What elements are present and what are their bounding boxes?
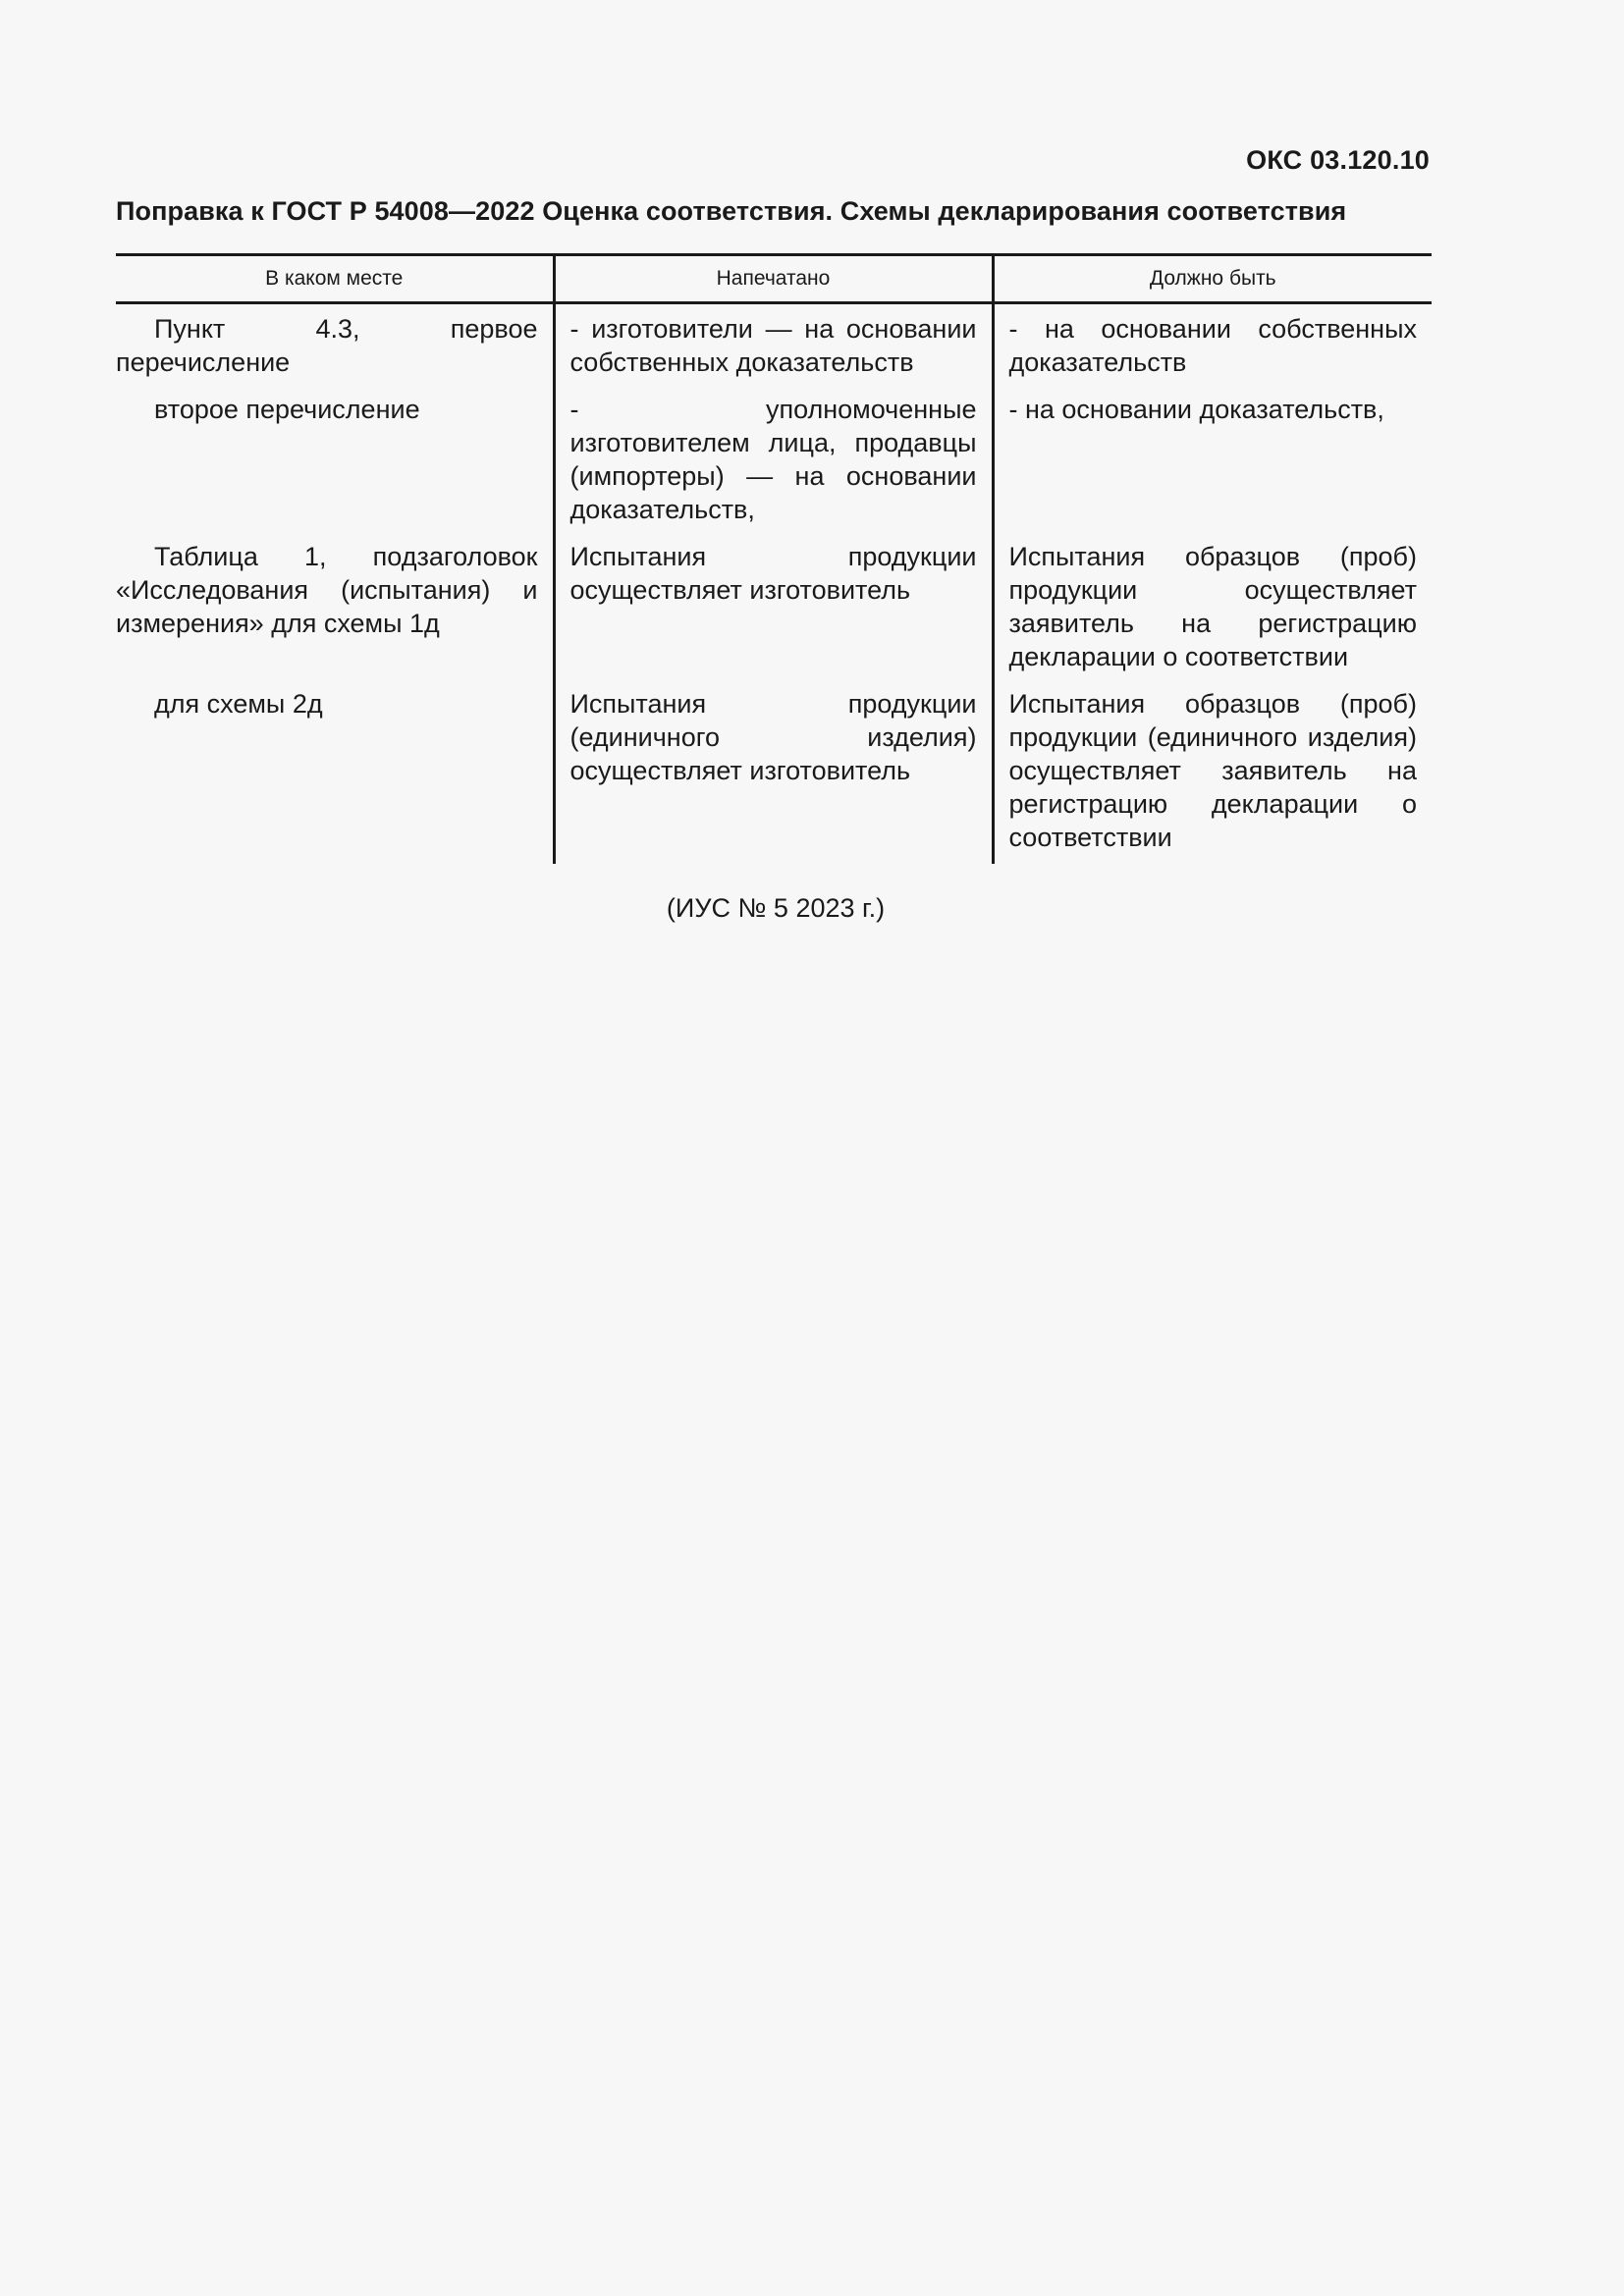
- cell-should-be: Испытания образцов (проб) продукции (единичного изделия) осуществляет заявитель на регистрацию декларации о соответствии: [993, 687, 1432, 864]
- amendment-table: [116, 253, 1432, 864]
- cell-place: [116, 303, 554, 394]
- ius-reference: (ИУС № 5 2023 г.): [666, 893, 886, 923]
- cell-place-text: Таблица 1, подзаголовок «Исследования (испытания) и измерения» для схемы 1д: [116, 542, 538, 638]
- column-header-place: В каком месте: [116, 255, 554, 303]
- table-row: [116, 393, 1432, 540]
- cell-place: [116, 540, 554, 687]
- cell-place-text: для схемы 2д: [154, 689, 323, 719]
- cell-should-be: Испытания образцов (проб) продукции осуществляет заявитель на регистрацию декларации о соответствии: [993, 540, 1432, 687]
- cell-place-text: Пункт 4.3, первое перечисление: [116, 314, 538, 377]
- cell-place: [116, 687, 554, 864]
- cell-printed: - изготовители — на основании собственных доказательств: [554, 303, 993, 394]
- cell-should-be: - на основании доказательств,: [993, 393, 1432, 540]
- cell-printed: Испытания продукции (единичного изделия) осуществляет изготовитель: [554, 687, 993, 864]
- cell-place: [116, 393, 554, 540]
- document-title: Поправка к ГОСТ Р 54008—2022 Оценка соответствия. Схемы декларирования соответствия: [116, 196, 1347, 226]
- cell-place-text: второе перечисление: [154, 395, 420, 424]
- cell-printed: - уполномоченные изготовителем лица, продавцы (импортеры) — на основании доказательств,: [554, 393, 993, 540]
- table-row: [116, 687, 1432, 864]
- column-header-should-be: Должно быть: [993, 255, 1432, 303]
- cell-printed: Испытания продукции осуществляет изготовитель: [554, 540, 993, 687]
- table-row: [116, 540, 1432, 687]
- table-header-row: [116, 255, 1432, 303]
- column-header-printed: Напечатано: [554, 255, 993, 303]
- table-row: [116, 303, 1432, 394]
- cell-should-be: - на основании собственных доказательств: [993, 303, 1432, 394]
- classification-code: ОКС 03.120.10: [1246, 145, 1430, 175]
